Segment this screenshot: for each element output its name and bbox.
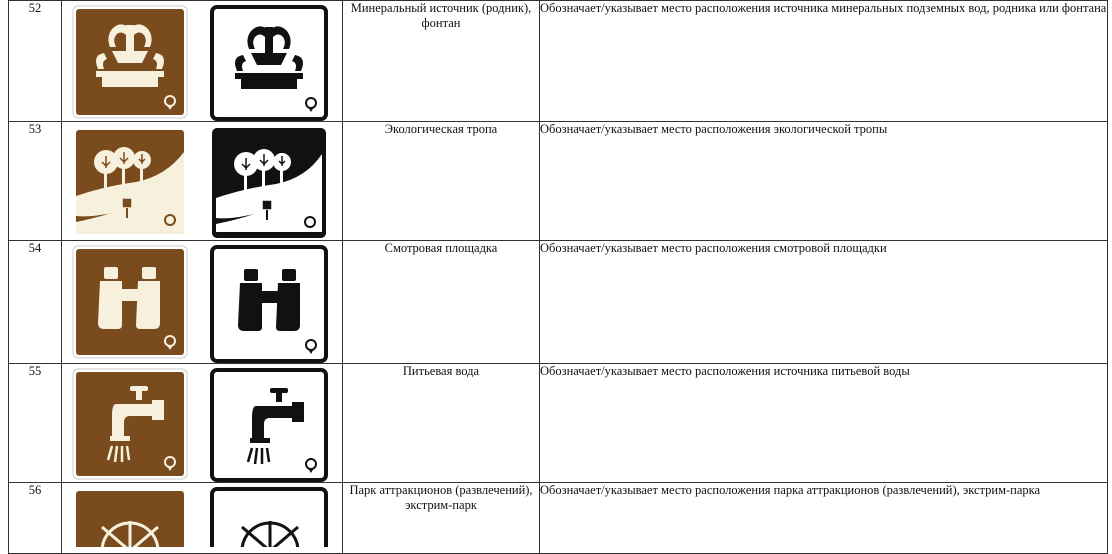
eco-trail-icon bbox=[72, 126, 188, 238]
table-row bbox=[9, 483, 1108, 554]
table-row bbox=[9, 364, 1108, 483]
row-number: 55 bbox=[9, 364, 62, 483]
water-tap-icon bbox=[72, 368, 188, 480]
sign-description: Обозначает/указывает место расположения экологической тропы bbox=[540, 122, 1108, 241]
colored-sign-cell bbox=[62, 364, 203, 483]
sign-description: Обозначает/указывает место расположения парка аттракционов (развлечений), экстрим-парка bbox=[540, 483, 1108, 554]
sign-description: Обозначает/указывает место расположения смотровой площадки bbox=[540, 241, 1108, 364]
row-number: 53 bbox=[9, 122, 62, 241]
sign-description: Обозначает/указывает место расположения источника минеральных подземных вод, родника или фонтана bbox=[540, 1, 1108, 122]
bw-sign-cell bbox=[202, 122, 343, 241]
row-number: 54 bbox=[9, 241, 62, 364]
row-number: 56 bbox=[9, 483, 62, 554]
bw-sign-cell bbox=[202, 241, 343, 364]
bw-sign-cell bbox=[202, 364, 343, 483]
row-number: 52 bbox=[9, 1, 62, 122]
binoculars-icon bbox=[210, 245, 328, 363]
bw-sign-cell bbox=[202, 483, 343, 554]
binoculars-icon bbox=[72, 245, 188, 359]
table-row bbox=[9, 122, 1108, 241]
bw-sign-cell bbox=[202, 1, 343, 122]
fountain-icon bbox=[72, 5, 188, 119]
colored-sign-cell bbox=[62, 1, 203, 122]
sign-name: Питьевая вода bbox=[343, 364, 540, 483]
sign-name: Парк аттракционов (развлечений), экстрим-парк bbox=[343, 483, 540, 554]
water-tap-icon bbox=[210, 368, 328, 482]
fountain-icon bbox=[210, 5, 328, 121]
sign-name: Смотровая площадка bbox=[343, 241, 540, 364]
signs-table bbox=[8, 0, 1108, 554]
sign-name: Экологическая тропа bbox=[343, 122, 540, 241]
table-row bbox=[9, 241, 1108, 364]
sign-description: Обозначает/указывает место расположения источника питьевой воды bbox=[540, 364, 1108, 483]
sign-name: Минеральный источник (родник), фонтан bbox=[343, 1, 540, 122]
eco-trail-icon bbox=[210, 126, 328, 240]
table-row bbox=[9, 1, 1108, 122]
colored-sign-cell bbox=[62, 241, 203, 364]
colored-sign-cell bbox=[62, 122, 203, 241]
ferris-wheel-icon bbox=[72, 487, 188, 547]
colored-sign-cell bbox=[62, 483, 203, 554]
ferris-wheel-icon bbox=[210, 487, 328, 547]
